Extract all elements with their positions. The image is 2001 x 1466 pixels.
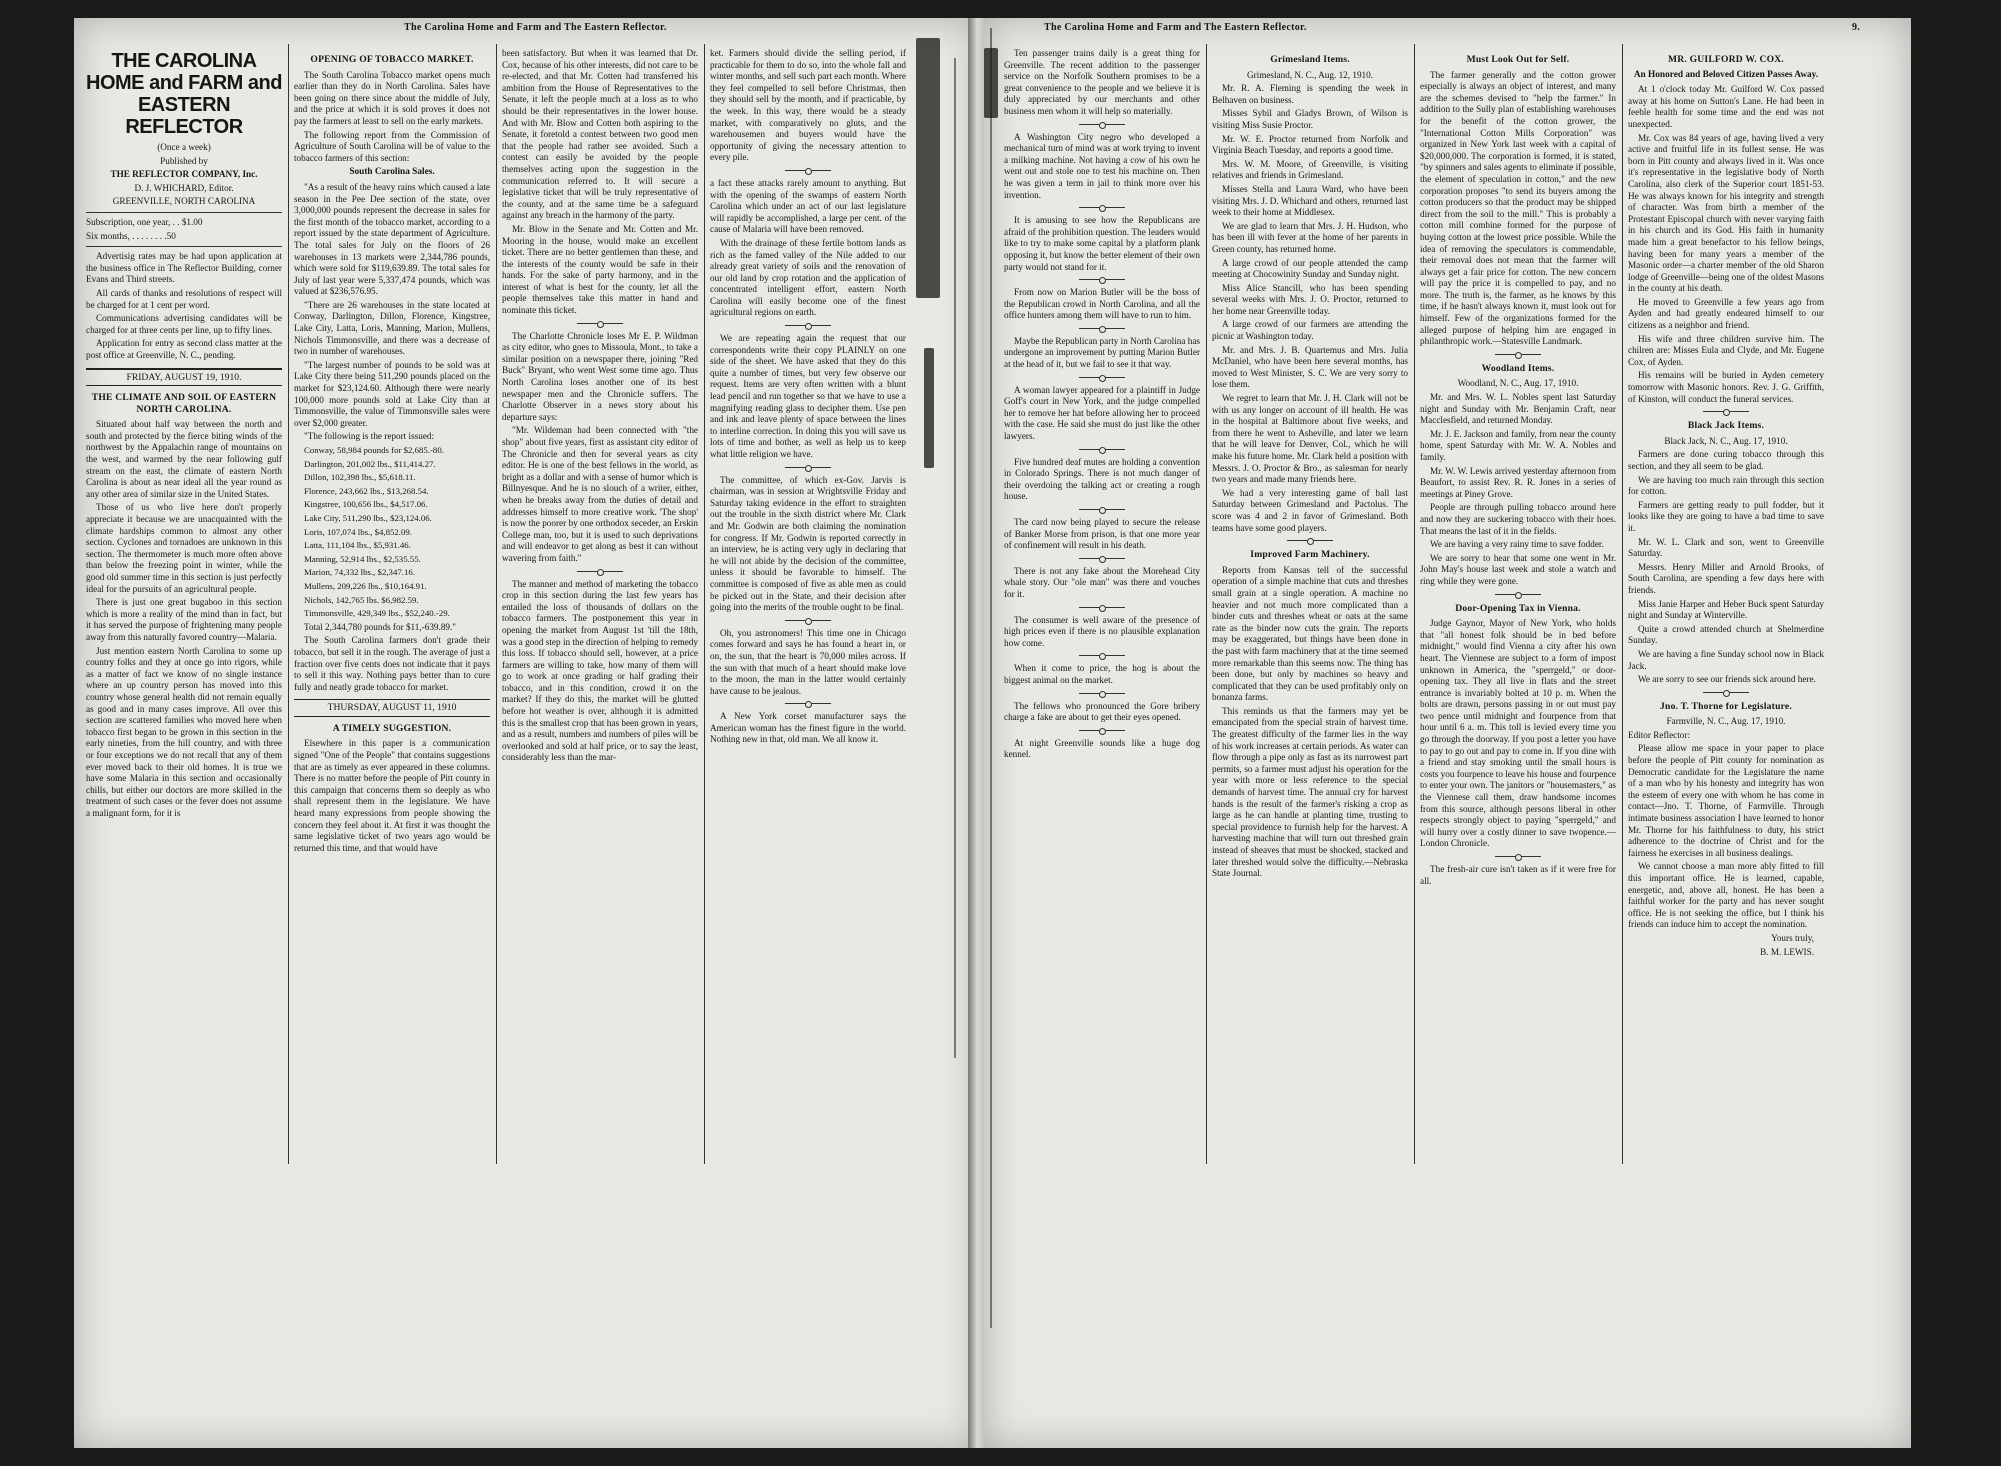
column-5 <box>1004 48 1200 1158</box>
section-separator <box>1079 206 1125 210</box>
notice-text: Application for entry as second class matter at the post office at Greenville, N. C., pending. <box>86 338 282 360</box>
article-paragraph: A large crowd of our people attended the camp meeting at Chocowinity Sunday and Sunday night. <box>1212 257 1408 280</box>
article-paragraph: We are having too much rain through this section for cotton. <box>1628 474 1824 497</box>
notice-text: Communications advertising candidates will be charged for at three cents per line, up to fifty lines. <box>86 313 282 335</box>
article-headline: Door-Opening Tax in Vienna. <box>1455 602 1581 614</box>
article-paragraph: Misses Stella and Laura Ward, who have been visiting Mrs. J. D. Whichard and others, returned last week to their home at Middlesex. <box>1212 183 1408 218</box>
publisher-line: GREENVILLE, NORTH CAROLINA <box>112 196 256 207</box>
column-8 <box>1628 48 1824 1158</box>
column-rule <box>288 44 289 1164</box>
article-paragraph: The card now being played to secure the release of Banker Morse from prison, is that one more year of confinement will result in his death. <box>1004 517 1200 551</box>
article-paragraph: Miss Alice Stancill, who has been spending several weeks with Mrs. J. O. Proctor, returned to her home near Greenville today. <box>1212 282 1408 316</box>
article-paragraph: Mr. W. W. Lewis arrived yesterday afternoon from Beaufort, to assist Rev. R. R. Jones in a series of meetings at Piney Grove. <box>1420 465 1616 499</box>
film-scratch <box>954 58 956 1058</box>
section-separator <box>1079 508 1125 512</box>
sales-figure: Dillon, 102,398 lbs., $5,618.11. <box>304 472 416 483</box>
article-paragraph: "Mr. Wildeman had been connected with "the shop" about five years, first as assistant city editor of The Chronicle and then for several years as city editor. He is one of the best fellows in the world, as bright as a dollar and with a sense of humor which is Billnyesque. And he is no slouch of a writer, either, when he breaks away from the duties of detail and addresses himself to more creative work. 'The shop' is now the poorer by one orthodox seceder, an Erskin College man, too, but it is used to such deprivations and will endeavor to get along as best it can without wavering from faith." <box>502 425 698 563</box>
section-separator <box>1703 691 1749 695</box>
article-paragraph: The South Carolina Tobacco market opens much earlier than they do in North Carolina. Sales have been going on there since about the middle of July, and the price at which it is sold proves it does not pay the farmers at least to sell on the early markets. <box>294 69 490 126</box>
section-separator <box>577 322 623 326</box>
article-paragraph: Miss Janie Harper and Heber Buck spent Saturday night and Sunday at Winterville. <box>1628 598 1824 621</box>
article-paragraph: Farmers are done curing tobacco through this section, and they all seem to be glad. <box>1628 449 1824 471</box>
sales-figure: Manning, 52,914 lbs., $2,535.55. <box>304 553 421 564</box>
article-paragraph: A New York corset manufacturer says the American woman has the finest figure in the world. Nothing new in that, old man. We all know it. <box>710 711 906 745</box>
article-paragraph: Mr. W. E. Proctor returned from Norfolk and Virginia Beach Tuesday, and reports a good time. <box>1212 133 1408 156</box>
column-1 <box>86 48 282 1158</box>
sales-figure: Nichols, 142,765 lbs. $6,982.59. <box>304 594 419 605</box>
article-headline: A TIMELY SUGGESTION. <box>332 722 452 734</box>
article-headline: Grimesland Items. <box>1270 54 1350 65</box>
dateline: Woodland, N. C., Aug. 17, 1910. <box>1457 378 1579 389</box>
column-2 <box>294 48 490 1158</box>
sales-figure: Darlington, 201,002 lbs., $11,414.27. <box>304 458 436 469</box>
article-paragraph: When it come to price, the hog is about the biggest animal on the market. <box>1004 663 1200 685</box>
article-paragraph: The farmer generally and the cotton grower especially is always an object of interest, and many are the schemes devised to "help the farmer." In addition to the Sully plan of establishing warehouses for the benefit of the cotton grower, the "International Cotton Mills Corporation" was organized in New York last week with a capital of $20,000,000. The corporation is formed, it is stated, "by spinners and sales agents to eliminate if possible, the element of speculation in cotton," and the new corporation proposes "to send its buyers among the cotton producers so that the product may be shipped direct from the soil to the mill." This is probably a cotton mill combine formed for the purpose of buying cotton at the lowest price possible. While the idea of removing the speculators is commendable, their removal does not mean that the farmer will always get a fair price for cotton. The new concern will pay the price it is compelled to pay, and no more. The truth is, the farmer, as he knows by this time, if he hasn't always known it, must look out for himself. Few of the organizations formed for the alleged purpose of helping him are engaged in philanthropic work.—Statesville Landmark. <box>1420 69 1616 347</box>
section-separator <box>1495 855 1541 859</box>
signoff: Yours truly, <box>1771 932 1814 943</box>
sales-figure: Mullens, 209,226 lbs., $10,164.91. <box>304 580 427 591</box>
article-paragraph: Just mention eastern North Carolina to some up country folks and they at once go into rigors, while as a matter of fact we know of no single instance where an up country person has moved into this country whose general health did not remain equally as good and in many cases improve. All over this section are scattered families who moved here when tobacco first began to be grown in this section in the early nineties, from the hill country, and with three or four exceptions we do not recall that any of them ever moved back to their old homes. It is true we have some Malaria in this section and occasionally chills, but either our doctors are more skilled in the treatment of such cases or the fever does not assume a malignant form, for it is <box>86 645 282 818</box>
section-separator <box>1495 593 1541 597</box>
article-paragraph: Farmers are getting ready to pull fodder, but it looks like they are going to have a bad time to save it. <box>1628 499 1824 533</box>
sales-figure: Latta, 111,104 lbs., $5,931.46. <box>304 540 411 551</box>
article-paragraph: We are having a very rainy time to save fodder. <box>1430 539 1604 550</box>
column-rule <box>1206 44 1207 1164</box>
article-paragraph: Judge Gaynor, Mayor of New York, who holds that "all honest folk should be in bed before midnight," would find Vienna a city after his own heart. The Viennese are subject to a form of impost unknown in America, the "sperrgeld," or door-opening tax. They all live in flats and the street entrance is invariably bolted at 10 p. m. When the bolts are drawn, persons passing in or out must pay two pence until midnight and fourpence from that hour until 6 a. m. This toll is levied every time you go through the doorway. If you post a letter you have to pay to go out and pay to come in. If you dine with a friend and stay smoking until the small hours is costs you fourpence to leave his house and fourpence to enter your own. The janitors or "housemasters," as the Viennese call them, draw handsome incomes from this source, although persons liberal in other respects strongly object to paying "sperrgeld," and will hurry over a costly dinner to save twopence.—London Chronicle. <box>1420 618 1616 849</box>
article-paragraph: The South Carolina farmers don't grade their tobacco, but sell it in the rough. The average of just a fraction over five cents does not indicate that it pays to sell it this way. Nothing pays better than to cure fully and neatly grade tobacco for market. <box>294 635 490 692</box>
column-3 <box>502 48 698 1158</box>
article-paragraph: The fresh-air cure isn't taken as if it were free for all. <box>1420 864 1616 886</box>
article-paragraph: The consumer is well aware of the presence of high prices even if there is no plausible explanation how come. <box>1004 614 1200 648</box>
section-separator <box>1079 123 1125 127</box>
article-paragraph: With the drainage of these fertile bottom lands as rich as the famed valley of the Nile added to our already great variety of soils and the renovation of our old land by crop rotation and the application of concentrated intelligent effort, eastern North Carolina will easily become one of the finest agricultural regions on earth. <box>710 237 906 318</box>
dateline: Grimesland, N. C., Aug. 12, 1910. <box>1246 69 1374 80</box>
section-separator <box>1079 729 1125 733</box>
article-paragraph: "There are 26 warehouses in the state located at Conway, Darlington, Dillon, Florence, Kingstree, Lake City, Latta, Loris, Manning, Marion, Mullens, Nichols Timmonsville, and there was a decrease of two in number of warehouses. <box>294 299 490 357</box>
section-separator <box>785 619 831 623</box>
article-paragraph: We cannot choose a man more ably fitted to fill this important office. He is learned, capable, energetic, and, above all, honest. He has been a faithful worker for the party and has never sought office. He is not seeking the office, but I think his friends can induce him to accept the nomination. <box>1628 861 1824 930</box>
section-separator <box>1079 654 1125 658</box>
article-paragraph: Mr. W. L. Clark and son, went to Greenville Saturday. <box>1628 536 1824 559</box>
ink-smudge <box>916 38 940 298</box>
section-separator <box>1703 410 1749 414</box>
section-separator <box>577 570 623 574</box>
publisher-line: Published by <box>160 155 208 166</box>
sales-figure: Florence, 243,662 lbs., $13,268.54. <box>304 485 429 496</box>
article-paragraph: This reminds us that the farmers may yet be emancipated from the special strain of harvest time. The greatest difficulty of the farmer lies in the way of his work increases at certain periods. As water can flow through a pipe only as fast as its narrowest part permits, so a farmer must adjust his operation for the year with more or less reference to the special demands of harvest time. The annual cry for harvest hands is the result of the farmer's risking a crop as large as he can handle at planting time, trusting to special providence to furnish help for the harvest. A harvesting machine that will turn out threshed grain instead of sheaves that must be shocked, stacked and later threshed would solve the difficulty.—Nebraska State Journal. <box>1212 705 1408 879</box>
article-paragraph: Mr. Cox was 84 years of age, having lived a very active and fruitful life in its fullest sense. He was born in Pitt county and always lived in it. Was once it's representative in the legislative body of North Carolina, also clerk of the Superior court 1851-53. He was always known for his integrity and strength of character. Was from birth a member of the Protestant Episcopal church with never varying faith in his church and its God. His faith in humanity made him a great benefactor to his fellow beings, having been for many years a member of the Masonic order—a charter member of the old Sharon lodge of Greenville—being one of the oldest Masons in the county at his death. <box>1628 132 1824 294</box>
article-headline: THE CLIMATE AND SOIL OF EASTERN NORTH CAROLINA. <box>91 392 277 415</box>
article-paragraph: Those of us who live here don't properly appreciate it because we are unacquainted with the climate hardships common to almost any other section. Cyclones and tornadoes are unknown in this section. The thermometer is much more often above than below the freezing point in winter, while the good old summer time in this section is just perfectly ideal for the pursuits of an agricultural people. <box>86 502 282 594</box>
article-paragraph: The fellows who pronounced the Gore bribery charge a fake are about to get their eyes opened. <box>1004 700 1200 723</box>
article-paragraph: Situated about half way between the north and south and protected by the fierce biting winds of the northwest by the Appalachin range of mountains on the west, and warmed by the near following gulf stream on the east, the climate of eastern North Carolina is about as near ideal all the year round as any other area of similar size in the United States. <box>86 419 282 499</box>
article-paragraph: a fact these attacks rarely amount to anything. But with the opening of the swamps of eastern North Carolina which under an act of our last legislature will rapidly be accomplished, a large per cent. of the cause of Malaria will have been removed. <box>710 177 906 235</box>
article-headline: Must Look Out for Self. <box>1466 54 1570 65</box>
signature: B. M. LEWIS. <box>1760 946 1814 957</box>
article-paragraph: We had a very interesting game of ball last Saturday between Grimesland and Pactolus. The score was 4 and 2 in favor of Grimesland. Both teams have some good players. <box>1212 487 1408 533</box>
article-paragraph: Oh, you astronomers! This time one in Chicago comes forward and says he has found a heart in, or on, the sun, that the heart is 70,000 miles across. If the sun with that much of a heart should make love to the moon, the man in the latter would certainly have cause to be jealous. <box>710 627 906 696</box>
article-paragraph: Five hundred deaf mutes are holding a convention in Colorado Springs. There is not much danger of their overdoing the talking act or creating a rough house. <box>1004 456 1200 502</box>
article-headline: Woodland Items. <box>1481 362 1555 374</box>
article-paragraph: The following report from the Commission of Agriculture of South Carolina will be of value to the tobacco farmers of this section: <box>294 129 490 163</box>
article-paragraph: Reports from Kansas tell of the successful operation of a simple machine that cuts and threshes small grain at a single operation. A machine no heavier and not much more complicated than a binder cuts and threshes wheat or oats at the same rate as the binder now cuts the grain. The reports may be exaggerated, but things have been done in the past with farm machinery that at the time seemed more remarkable than this seems now. The thing has been done, but only by machines so heavy and complicated that they can be used profitably only on bonanza farms. <box>1212 564 1408 703</box>
left-newspaper-page <box>74 18 979 1448</box>
article-paragraph: The manner and method of marketing the tobacco crop in this section during the last few years has entailed the loss of thousands of dollars on the tobacco farmers. The postponement this year in opening the market from August 1st 'till the 18th, was a good step in the direction of helping to remedy this loss. If tobacco should sell, however, at a price farmers are willing to take, how many of them will go to work at once grading or half grading their tobacco, and in this condition, crowd it on the market? If they do this, the market will be glutted before hot weather is over, although it is admitted this is the smallest crop that has been grown in years, and as a result, numbers and numbers of piles will be overlooked and sold at half price, or to say the least, considerably less than the mar- <box>502 578 698 763</box>
publisher-line: D. J. WHICHARD, Editor. <box>134 182 234 193</box>
article-paragraph: Mr. and Mrs. W. L. Nobles spent last Saturday night and Sunday with Mr. Benjamin Craft, near Macclesfield, and returned Monday. <box>1420 392 1616 426</box>
article-paragraph: We are glad to learn that Mrs. J. H. Hudson, who has been ill with fever at the home of her parents in Green county, has returned home. <box>1212 220 1408 254</box>
article-paragraph: We are sorry to hear that some one went in Mr. John May's house last week and stole a watch and ring while they were gone. <box>1420 552 1616 586</box>
article-paragraph: Maybe the Republican party in North Carolina has undergone an improvement by putting Marion Butler at the head of it, but we fail to see it that way. <box>1004 335 1200 370</box>
section-separator <box>785 169 831 173</box>
sales-figure: Timmonsville, 429,349 lbs., $52,240.-29. <box>304 608 450 619</box>
article-paragraph: ket. Farmers should divide the selling period, if practicable for them to do so, into the whole fall and winter months, and sell such part each month. Where they feel compelled to sell before Christmas, then they should sell by the month, and if practicable, by the week. In this way, there would be a steady market, with comparatively no gluts, and the warehousemen and buyers would have the opportunity of giving the necessary attention to every pile. <box>710 48 906 163</box>
section-separator <box>1287 539 1333 543</box>
article-headline: Improved Farm Machinery. <box>1250 549 1370 561</box>
article-paragraph: From now on Marion Butler will be the boss of the Republican crowd in North Carolina, and all the office hunters among them will have to run to him. <box>1004 287 1200 321</box>
masthead-title: THE CAROLINA HOME and FARM and EASTERN REFLECTOR <box>86 50 282 138</box>
article-paragraph: We regret to learn that Mr. J. H. Clark will not be with us any longer on account of ill health. He was in the hospital at Baltimore about five weeks, and from there he went to Asheville, and later we learn that he will leave for Denver, Col., which he will make his future home. Mr. Clark held a position with Messrs. J. O. Proctor & Bro., as salesman for nearly two years and made many friends here. <box>1212 393 1408 485</box>
issue-date: FRIDAY, AUGUST 19, 1910. <box>86 368 282 387</box>
sales-figure: Kingstree, 100,656 lbs., $4,517.06. <box>304 499 428 510</box>
section-separator <box>1495 353 1541 357</box>
article-subhead: An Honored and Beloved Citizen Passes Away. <box>1633 69 1819 80</box>
section-separator <box>1079 448 1125 452</box>
column-4 <box>710 48 906 1158</box>
article-paragraph: Mrs. W. M. Moore, of Greenville, is visiting relatives and friends in Grimesland. <box>1212 158 1408 181</box>
section-separator <box>1079 376 1125 380</box>
article-paragraph: We are sorry to see our friends sick around here. <box>1638 674 1816 685</box>
column-rule <box>496 44 497 1164</box>
publisher-line: THE REFLECTOR COMPANY, Inc. <box>110 169 258 180</box>
column-7 <box>1420 48 1616 1158</box>
article-paragraph: Please allow me space in your paper to place before the people of Pitt county for nomination as Democratic candidate for the Legislature the name of a man who by his honesty and integrity has won the esteem of every one with whom he has come in contact—Jno. T. Thorne, of Farmville. Through intimate business association I have learned to honor Mr. Thorne for his faithfulness to duty, his strict adherence to the doctrine of Christ and for the fairness he exercises in all business dealings. <box>1628 743 1824 858</box>
ink-smudge <box>984 48 998 118</box>
article-subhead: South Carolina Sales. <box>349 167 435 178</box>
sales-total: Total 2,344,780 pounds for $11,-639.89." <box>304 621 457 632</box>
article-paragraph: Mr. Blow in the Senate and Mr. Cotten and Mr. Mooring in the house, would make an excellent ticket. There are no better gentlemen than these, and the interests of the county would be safe in their hands. For the sake of party harmony, and in the interest of what is best for the county, let all the people themselves take this matter in hand and nominate this ticket. <box>502 223 698 316</box>
ink-smudge <box>924 348 934 468</box>
running-head-right: The Carolina Home and Farm and The Eastern Reflector. <box>1044 22 1307 33</box>
article-paragraph: Elsewhere in this paper is a communication signed "One of the People" that contains suggestions that are as timely as ever appeared in these columns. There is no matter before the people of Pitt county in this campaign that concerns them so deeply as who shall represent them in the legislature. We have heard many expressions from people showing the concern they feel about it. At first it was thought the same legislative ticket of two years ago would be returned this time, and that would have <box>294 738 490 853</box>
article-paragraph: Mr. and Mrs. J. B. Quartemus and Mrs. Julia McDaniel, who have been here several months, has moved to West Minister, S. C. We are very sorry to lose them. <box>1212 344 1408 390</box>
sales-figure: Loris, 107,074 lbs., $4,852.09. <box>304 526 413 537</box>
column-6 <box>1212 48 1408 1158</box>
article-headline: MR. GUILFORD W. COX. <box>1668 54 1784 65</box>
notice-text: Advertisig rates may be had upon application at the business office in The Reflector Building, corner Evans and Third streets. <box>86 251 282 285</box>
sales-figure: Marion, 74,332 lbs., $2,347.16. <box>304 567 415 578</box>
section-separator <box>1079 327 1125 331</box>
masthead-frequency: (Once a week) <box>157 142 211 152</box>
article-paragraph: People are through pulling tobacco around here and now they are suckering tobacco with their hoes. That means the last of it in the fields. <box>1420 502 1616 536</box>
column-rule <box>1414 44 1415 1164</box>
column-rule <box>704 44 705 1164</box>
article-paragraph: A woman lawyer appeared for a plaintiff in Judge Goff's court in New York, and the judge compelled her to remove her hat before allowing her to proceed with the case. He said she must do just like the other lawyers. <box>1004 384 1200 442</box>
article-paragraph: We are repeating again the request that our correspondents write their copy PLAINLY on one side of the sheet. We have asked that they do this quite a number of times, but very few observe our request. Items are very often written with a blunt lead pencil and run together so that we have to use a magnifying reading glass to decipher them. Use pen and ink and leave plenty of space between the lines to interline correction. In doing this you will save us lots of time and bother, as well as help us to keep what little religion we have. <box>710 333 906 459</box>
film-scratch <box>990 28 992 1328</box>
article-paragraph: Mr. R. A. Fleming is spending the week in Belhaven on business. <box>1212 83 1408 105</box>
subscription-line: Subscription, one year, . . $1.00 <box>86 216 203 227</box>
sales-figure: Lake City, 511,290 lbs., $23,124.06. <box>304 512 432 523</box>
section-separator <box>1079 557 1125 561</box>
article-paragraph: There is not any fake about the Morehead City whale story. Our "ole man" was there and vouches for it. <box>1004 565 1200 599</box>
right-newspaper-page <box>984 18 1911 1448</box>
article-paragraph: Ten passenger trains daily is a great thing for Greenville. The recent addition to the passenger service on the Norfolk Southern promises to be a great convenience to the people and we believe it is duly appreciated by our merchants and other business men whom it will help so materially. <box>1004 48 1200 116</box>
article-paragraph: been satisfactory. But when it was learned that Dr. Cox, because of his other interests, did not care to be re-elected, and that Mr. Cotten had transferred his ambition from the House of Representatives to the Senate, it left the people much at a loss as to who should be their representatives in the lower house. And with Mr. Blow and Cotten both aspiring to the Senate, it foretold a contest between two good men that the people had rather see avoided. Such a contest can easily be avoided by the people themselves acting upon the suggestion in the communication referred to. It will secure a legislative ticket that will be truly representative of the county, and at the same time be a safeguard against any breach in the harmony of the party. <box>502 48 698 221</box>
section-separator <box>1079 692 1125 696</box>
notice-text: All cards of thanks and resolutions of respect will be charged for at 1 cent per word. <box>86 287 282 310</box>
article-paragraph: A large crowd of our farmers are attending the picnic at Washington today. <box>1212 319 1408 342</box>
section-separator <box>785 324 831 328</box>
article-headline: Black Jack Items. <box>1687 420 1765 432</box>
running-head-left: The Carolina Home and Farm and The Eastern Reflector. <box>404 22 667 33</box>
article-headline: OPENING OF TOBACCO MARKET. <box>310 54 474 65</box>
article-paragraph: At 1 o'clock today Mr. Guilford W. Cox passed away at his home on Sutton's Lane. He had been in feeble health for some time and the end was not unexpected. <box>1628 84 1824 129</box>
section-separator <box>785 702 831 706</box>
article-paragraph: There is just one great bugaboo in this section which is more a reality of the mind than in fact, but it has served the purpose of frightening many people away from this naturally favored country—Malaria. <box>86 597 282 642</box>
article-paragraph: We are having a fine Sunday school now in Black Jack. <box>1628 648 1824 671</box>
section-separator <box>785 466 831 470</box>
editorial-date: THURSDAY, AUGUST 11, 1910 <box>294 699 490 717</box>
salutation: Editor Reflector: <box>1628 729 1690 740</box>
article-paragraph: "As a result of the heavy rains which caused a late season in the Pee Dee section of the state, over 3,000,000 pounds represent the decrease in sales for the first month of the tobacco market, according to a report issued by the state department of Agriculture. The total sales for July on the floors of 26 warehouses in 13 markets were 2,344,786 pounds, which were sold for $119,639.89. The total sales for July of last year were 5,337,474 pounds, which was valued at $236,576.95. <box>294 181 490 297</box>
article-paragraph: His remains will be buried in Ayden cemetery tomorrow with Masonic honors. Rev. J. G. Griffith, of Kinston, will conduct the funeral services. <box>1628 370 1824 404</box>
section-separator <box>1079 278 1125 282</box>
article-paragraph: "The following is the report issued: <box>304 431 435 442</box>
sales-figure: Conway, 58,984 pounds for $2,685.-80. <box>304 445 444 455</box>
article-headline: Jno. T. Thorne for Legislature. <box>1660 700 1792 712</box>
subscription-line: Six months, . . . . . . . .50 <box>86 230 176 241</box>
page-number: 9. <box>1852 22 1861 33</box>
article-paragraph: A Washington City negro who developed a mechanical turn of mind was at work trying to invent a milking machine. Not having a cow of his own he went out and stole one to test his machine on. Then he was given a term in jail to think more over his invention. <box>1004 131 1200 200</box>
article-paragraph: Misses Sybil and Gladys Brown, of Wilson is visiting Miss Susie Proctor. <box>1212 108 1408 130</box>
article-paragraph: At night Greenville sounds like a huge dog kennel. <box>1004 737 1200 760</box>
article-paragraph: His wife and three children survive him. The chilren are: Misses Eula and Clyde, and Mr. Eugene Cox, of Ayden. <box>1628 333 1824 367</box>
dateline: Farmville, N. C., Aug. 17, 1910. <box>1666 716 1786 727</box>
article-paragraph: "The largest number of pounds to be sold was at Lake City there being 511,290 pounds placed on the market for $23,124.60. Although there were nearly 100,000 more pounds sold at Lake City than at Timmonsville, the value of Timmonsville sales were over $2,000 greater. <box>294 359 490 428</box>
article-paragraph: It is amusing to see how the Republicans are afraid of the prohibition question. The leaders would like to try to make some capital by a platform plank opposing it, but know the better element of their own party would not stand for it. <box>1004 215 1200 272</box>
column-rule <box>1622 44 1623 1164</box>
article-paragraph: The committee, of which ex-Gov. Jarvis is chairman, was in session at Wrightsville Friday and Saturday taking evidence in the effort to straighten out the trouble in the sixth district where Mr. Clark and Mr. Godwin are both claiming the nomination for congress. If Mr. Godwin is reported correctly in an interview, he is acting very ugly in declaring that he will not abide by the decision of the committee, unless it should be favorable to himself. The committee is composed of five as able men as could be picked out in the State, and their decision after going into the merits of the trouble ought to be final. <box>710 474 906 613</box>
article-paragraph: Quite a crowd attended church at Shelmerdine Sunday. <box>1628 623 1824 646</box>
article-paragraph: The Charlotte Chronicle loses Mr E. P. Wildman as city editor, who goes to Missoula, Mont., to take a similar position on a newspaper there, joining "Red Buck" Bryant, who went West some time ago. Thus North Carolina loses another one of its best newspaper men and the Chronicle suffers. The Charlotte Observer in a news story about his departure says: <box>502 330 698 422</box>
article-paragraph: He moved to Greenville a few years ago from Ayden and had greatly endeared himself to our citizens as a neighbor and friend. <box>1628 296 1824 331</box>
article-paragraph: Messrs. Henry Miller and Arnold Brooks, of South Carolina, are spending a few days here with friends. <box>1628 561 1824 595</box>
article-paragraph: Mr. J. E. Jackson and family, from near the county home, spent Saturday with Mr. W. A. Nobles and family. <box>1420 428 1616 462</box>
section-separator <box>1079 606 1125 610</box>
dateline: Black Jack, N. C., Aug. 17, 1910. <box>1664 435 1788 446</box>
